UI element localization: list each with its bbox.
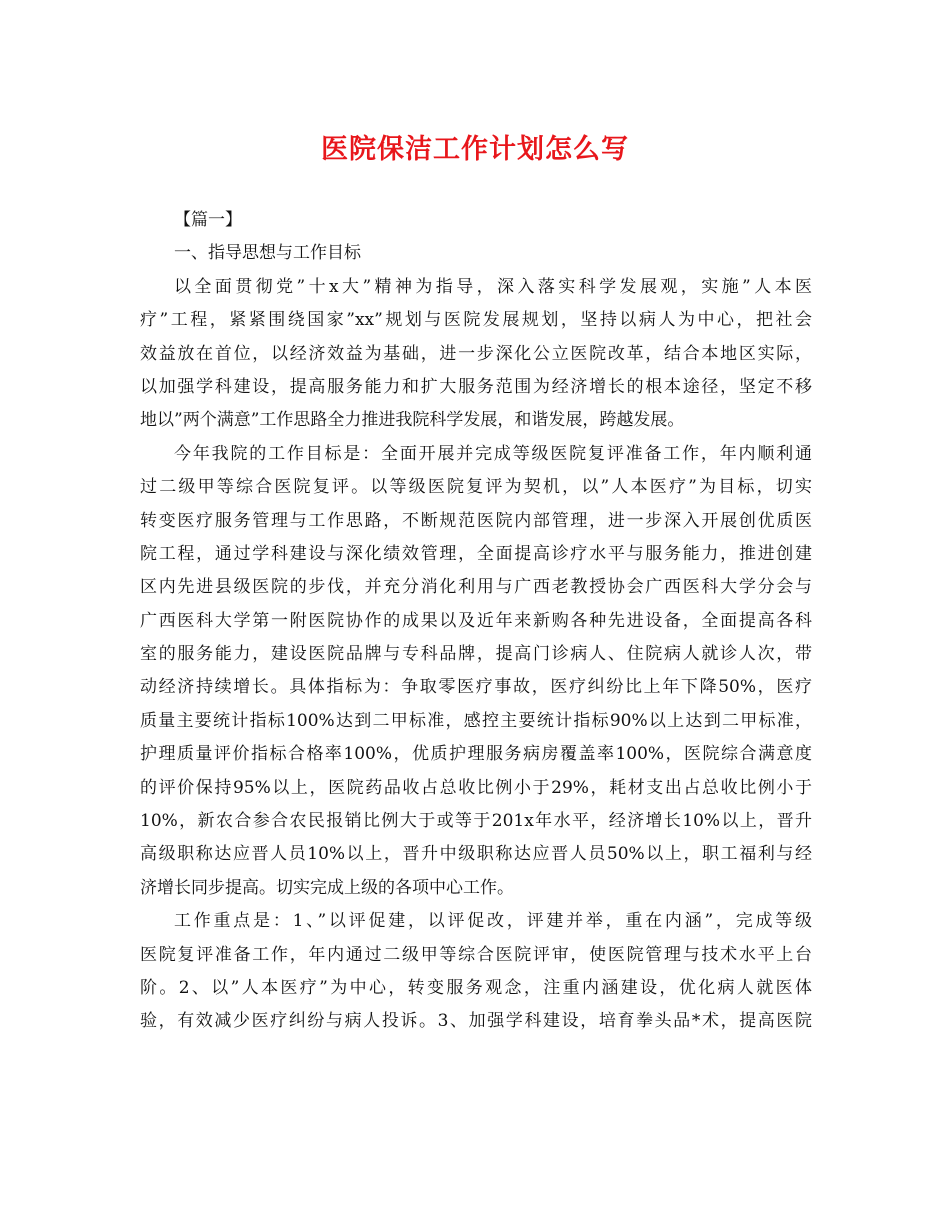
paragraph-line: 高级职称达应晋人员10%以上，晋升中级职称达应晋人员50%以上，职工福利与经 bbox=[140, 844, 812, 865]
paragraph-line: 区内先进县级医院的步伐，并充分消化利用与广西老教授协会广西医科大学分会与 bbox=[140, 577, 812, 598]
paragraph-line: 地以”两个满意”工作思路全力推进我院科学发展，和谐发展，跨越发展。 bbox=[140, 410, 685, 431]
paragraph-line: 医院复评准备工作，年内通过二级甲等综合医院评审，使医院管理与技术水平上台 bbox=[140, 944, 812, 965]
paragraph-line: 的评价保持95%以上，医院药品收占总收比例小于29%，耗材支出占总收比例小于 bbox=[140, 777, 812, 798]
paragraph-line: 动经济持续增长。具体指标为：争取零医疗事故，医疗纠纷比上年下降50%，医疗 bbox=[140, 677, 812, 698]
paragraph-line: 疗”工程，紧紧围绕国家”xx”规划与医院发展规划，坚持以病人为中心，把社会 bbox=[140, 310, 812, 331]
paragraph-line: 以加强学科建设，提高服务能力和扩大服务范围为经济增长的根本途径，坚定不移 bbox=[140, 376, 812, 397]
paragraph-line: 验，有效减少医疗纠纷与病人投诉。3、加强学科建设，培育拳头品*术，提高医院 bbox=[140, 1011, 812, 1032]
paragraph-line: 广西医科大学第一附医院协作的成果以及近年来新购各种先进设备，全面提高各科 bbox=[140, 610, 812, 631]
paragraph-line: 10%，新农合参合农民报销比例大于或等于201x年水平，经济增长10%以上，晋升 bbox=[140, 811, 812, 832]
paragraph-line: 护理质量评价指标合格率100%，优质护理服务病房覆盖率100%，医院综合满意度 bbox=[140, 744, 812, 765]
paragraph-line: 济增长同步提高。切实完成上级的各项中心工作。 bbox=[140, 877, 514, 898]
paragraph-line: 院工程，通过学科建设与深化绩效管理，全面提高诊疗水平与服务能力，推进创建 bbox=[140, 543, 812, 564]
paragraph-line: 质量主要统计指标100%达到二甲标准，感控主要统计指标90%以上达到二甲标准， bbox=[140, 710, 812, 731]
paragraph-line: 工作重点是：1、”以评促建，以评促改，评建并举，重在内涵”，完成等级 bbox=[174, 911, 812, 932]
paragraph-line: 效益放在首位，以经济效益为基础，进一步深化公立医院改革，结合本地区实际， bbox=[140, 343, 812, 364]
document-body bbox=[140, 204, 812, 1039]
paragraph-line: 一、指导思想与工作目标 bbox=[174, 243, 361, 264]
paragraph-line: 室的服务能力，建设医院品牌与专科品牌，提高门诊病人、住院病人就诊人次，带 bbox=[140, 644, 812, 665]
paragraph-line: 过二级甲等综合医院复评。以等级医院复评为契机，以”人本医疗”为目标，切实 bbox=[140, 477, 812, 498]
paragraph-line: 转变医疗服务管理与工作思路，不断规范医院内部管理，进一步深入开展创优质医 bbox=[140, 510, 812, 531]
paragraph-line: 阶。2、以”人本医疗”为中心，转变服务观念，注重内涵建设，优化病人就医体 bbox=[140, 977, 812, 998]
document-title: 医院保洁工作计划怎么写 bbox=[321, 134, 629, 165]
paragraph-line: 以全面贯彻党”十x大”精神为指导，深入落实科学发展观，实施”人本医 bbox=[174, 276, 812, 297]
paragraph-line: 【篇一】 bbox=[174, 210, 242, 230]
paragraph-line: 今年我院的工作目标是：全面开展并完成等级医院复评准备工作，年内顺利通 bbox=[174, 443, 812, 464]
